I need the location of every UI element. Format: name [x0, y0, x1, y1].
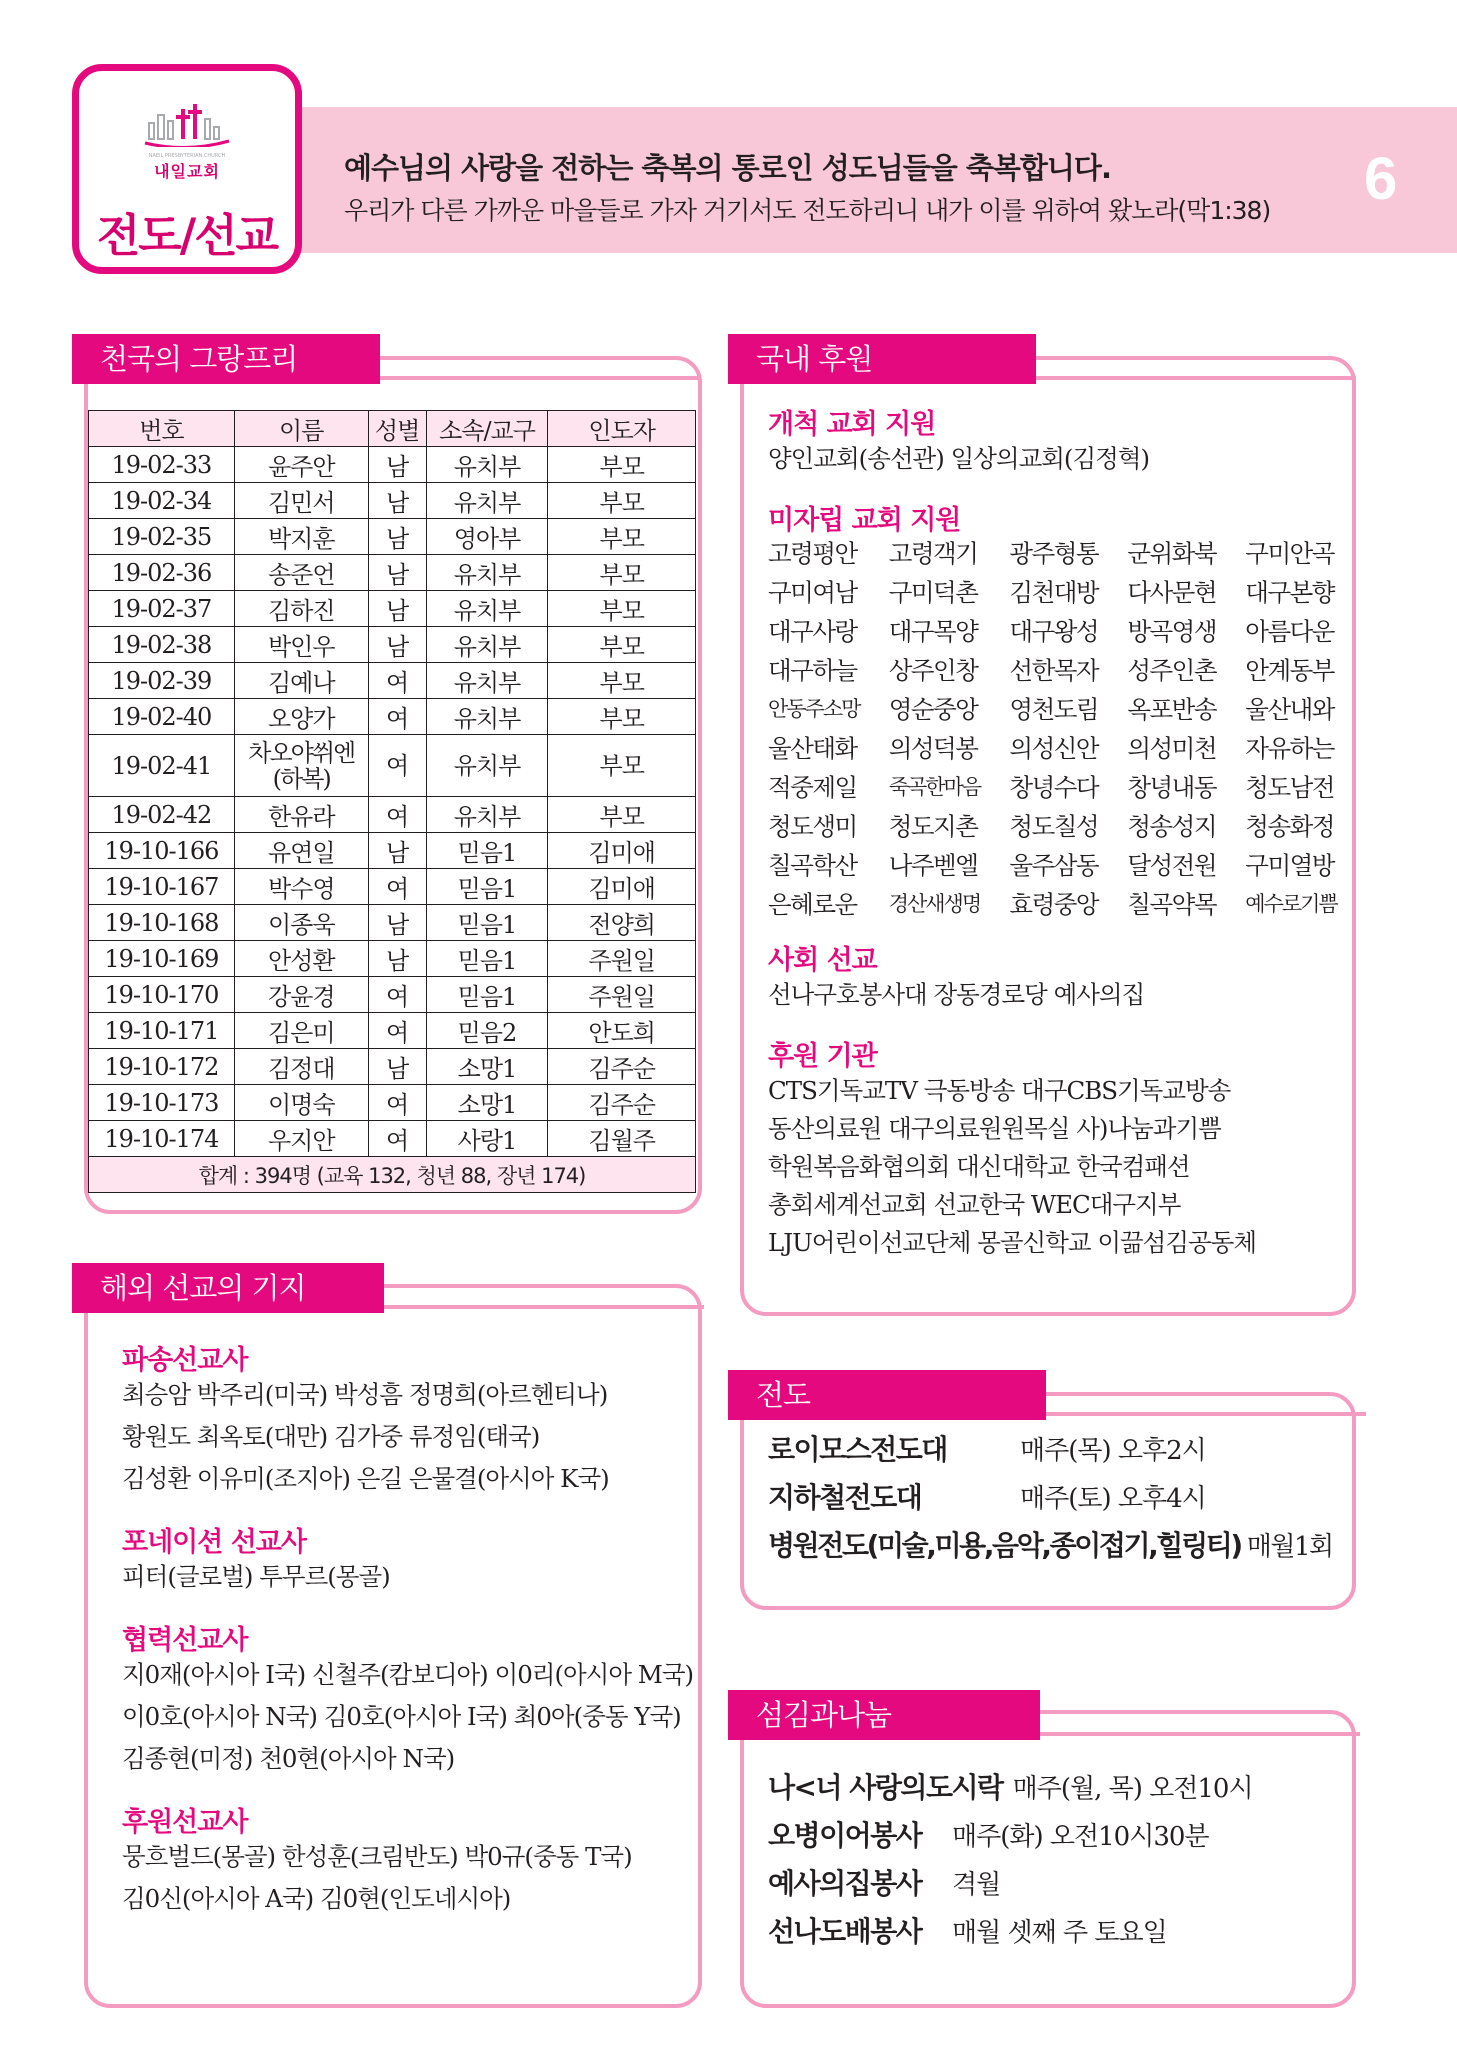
church-name: 의성덕봉: [888, 734, 978, 763]
table-cell: 19-10-167: [89, 869, 235, 905]
table-cell: 19-10-173: [89, 1085, 235, 1121]
serving-tab: 섬김과나눔: [728, 1690, 1040, 1740]
church-name: 구미덕촌: [888, 578, 978, 607]
table-cell: 김주순: [548, 1085, 696, 1121]
church-name: 청송화정: [1245, 812, 1334, 841]
church-name: 구미열방: [1245, 851, 1334, 880]
table-total-row: [89, 1157, 696, 1193]
table-cell: 부모: [548, 591, 696, 627]
item-time: 매월 셋째 주 토요일: [952, 1918, 1167, 1948]
table-cell: 남: [368, 591, 426, 627]
group-line: 이0호(아시아 N국) 김0호(아시아 I국) 최0아(중동 Y국): [122, 1702, 681, 1731]
table-cell: 믿음1: [426, 833, 548, 869]
table-cell: 박지훈: [234, 519, 368, 555]
section-logo-box: [72, 64, 302, 274]
group-title: 협력선교사: [122, 1625, 248, 1656]
group-line: 김0신(아시아 A국) 김0현(인도네시아): [122, 1884, 511, 1913]
table-cell: 남: [368, 905, 426, 941]
pioneer-line: 양인교회(송선관) 일상의교회(김정혁): [768, 444, 1150, 473]
agency-line: 학원복음화협의회 대신대학교 한국컴패션: [768, 1152, 1190, 1181]
agency-line: LJU어린이선교단체 몽골신학교 이끎섬김공동체: [768, 1228, 1256, 1257]
column-header: 번호: [89, 411, 235, 447]
item-name: 나<너 사랑의도시락: [768, 1771, 1003, 1804]
table-cell: 김민서: [234, 483, 368, 519]
church-name: 칠곡학산: [768, 851, 857, 880]
item-time: 격월: [952, 1870, 1001, 1900]
serving-item: [768, 1814, 1348, 1862]
church-name: 칠곡약목: [1127, 890, 1217, 919]
table-cell: 부모: [548, 797, 696, 833]
table-cell: 소망1: [426, 1049, 548, 1085]
table-cell: 19-02-35: [89, 519, 235, 555]
church-name: 구미여남: [768, 578, 857, 607]
church-name: 대구왕성: [1009, 617, 1099, 646]
table-row: [89, 1121, 696, 1157]
table-cell: 유치부: [426, 627, 548, 663]
table-cell: 남: [368, 483, 426, 519]
table-cell: 부모: [548, 663, 696, 699]
church-name: 청도칠성: [1009, 812, 1099, 841]
agency-line: 총회세계선교회 선교한국 WEC대구지부: [768, 1190, 1181, 1219]
church-name: 나주벧엘: [888, 851, 978, 880]
church-name: 효령중앙: [1009, 890, 1099, 919]
overseas-group-partner: [122, 1618, 692, 1800]
table-cell: 여: [368, 1013, 426, 1049]
table-cell: 강윤경: [234, 977, 368, 1013]
table-cell: 주원일: [548, 941, 696, 977]
church-name: 상주인창: [888, 656, 978, 685]
table-cell: 19-02-36: [89, 555, 235, 591]
group-line: 김성환 이유미(조지아) 은길 은물결(아시아 K국): [122, 1464, 609, 1493]
church-skyline-icon: [141, 101, 233, 147]
grandprix-tab: 천국의 그랑프리: [72, 334, 380, 384]
church-name: 예수로기쁨: [1245, 892, 1337, 916]
item-time: 매월1회: [1246, 1532, 1333, 1562]
table-cell: 19-10-172: [89, 1049, 235, 1085]
table-row: [89, 977, 696, 1013]
table-row: [89, 591, 696, 627]
table-row: [89, 663, 696, 699]
table-cell: 유치부: [426, 483, 548, 519]
church-name: 방곡영생: [1127, 617, 1217, 646]
table-row: [89, 869, 696, 905]
church-name: 구미안곡: [1245, 539, 1334, 568]
overseas-tab: 해외 선교의 기지: [72, 1263, 384, 1313]
church-name: 다사문현: [1127, 578, 1217, 607]
table-row: [89, 627, 696, 663]
table-row: [89, 1085, 696, 1121]
group-title: 포네이션 선교사: [122, 1527, 306, 1558]
table-row: [89, 699, 696, 735]
domestic-tab: 국내 후원: [728, 334, 1036, 384]
group-title: 후원선교사: [122, 1807, 248, 1838]
cell-name-extra: (하복): [272, 764, 330, 793]
table-cell: 유치부: [426, 591, 548, 627]
table-cell: 부모: [548, 735, 696, 797]
table-cell: 유연일: [234, 833, 368, 869]
church-name: 청도남전: [1245, 773, 1334, 802]
table-cell: 유치부: [426, 555, 548, 591]
table-cell: 남: [368, 833, 426, 869]
table-cell: 19-10-170: [89, 977, 235, 1013]
table-cell: 19-02-41: [89, 735, 235, 797]
agency-line: CTS기독교TV 극동방송 대구CBS기독교방송: [768, 1076, 1231, 1105]
church-name: 울산내와: [1245, 695, 1334, 724]
table-cell: 유치부: [426, 699, 548, 735]
cell-name-line: 차오야쒸엔: [248, 738, 355, 767]
church-name: 대구본향: [1245, 578, 1334, 607]
group-line: 지0재(아시아 I국) 신철주(캄보디아) 이0리(아시아 M국): [122, 1660, 694, 1689]
table-row: [89, 797, 696, 833]
evangelism-tab: 전도: [728, 1370, 1046, 1420]
table-cell: 김주순: [548, 1049, 696, 1085]
table-cell: 김하진: [234, 591, 368, 627]
table-row: [89, 519, 696, 555]
serving-item: [768, 1766, 1348, 1814]
item-time: 매주(목) 오후2시: [1020, 1436, 1206, 1466]
church-name: 울산태화: [768, 734, 857, 763]
table-cell: 김은미: [234, 1013, 368, 1049]
group-line: 피터(글로벌) 투무르(몽골): [122, 1562, 390, 1591]
church-name: 의성미천: [1127, 734, 1217, 763]
church-name: 청송성지: [1127, 812, 1217, 841]
group-line: 김종현(미정) 천0현(아시아 N국): [122, 1744, 455, 1773]
table-cell: 19-10-169: [89, 941, 235, 977]
church-name: 고령평안: [768, 539, 857, 568]
table-cell: 부모: [548, 555, 696, 591]
item-name: 선나도배봉사: [768, 1915, 922, 1948]
table-cell: 김예나: [234, 663, 368, 699]
evangelism-item: [768, 1476, 1348, 1524]
table-cell: 유치부: [426, 447, 548, 483]
serving-item: [768, 1862, 1348, 1910]
church-name: 대구사랑: [768, 617, 857, 646]
social-line: 선나구호봉사대 장동경로당 예사의집: [768, 980, 1145, 1009]
table-cell: 여: [368, 663, 426, 699]
table-cell: 유치부: [426, 663, 548, 699]
church-name: 아름다운: [1245, 617, 1334, 646]
item-name: 로이모스전도대: [768, 1433, 947, 1466]
table-cell: 오양가: [234, 699, 368, 735]
table-cell: 남: [368, 1049, 426, 1085]
table-cell: 박수영: [234, 869, 368, 905]
table-total: 합계 : 394명 (교육 132, 청년 88, 장년 174): [89, 1157, 696, 1193]
group-line: 뭉흐벌드(몽골) 한성훈(크림반도) 박0규(중동 T국): [122, 1842, 632, 1871]
church-name: 창녕내동: [1127, 773, 1217, 802]
table-cell: [234, 735, 368, 797]
agency-line: 동산의료원 대구의료원원목실 사)나눔과기쁨: [768, 1114, 1221, 1143]
church-name: 성주인촌: [1127, 656, 1217, 685]
table-cell: 김미애: [548, 869, 696, 905]
table-cell: 19-02-39: [89, 663, 235, 699]
table-row: [89, 941, 696, 977]
table-cell: 여: [368, 1085, 426, 1121]
table-cell: 유치부: [426, 735, 548, 797]
overseas-content: [122, 1338, 692, 1922]
item-time: 매주(월, 목) 오전10시: [1012, 1774, 1253, 1804]
table-cell: 부모: [548, 483, 696, 519]
serving-content: [768, 1766, 1348, 1958]
table-cell: 19-10-174: [89, 1121, 235, 1157]
church-name: 선한목자: [1009, 656, 1099, 685]
table-cell: 19-02-38: [89, 627, 235, 663]
item-time: 매주(화) 오전10시30분: [952, 1822, 1209, 1852]
table-cell: 부모: [548, 519, 696, 555]
overseas-group-fornation: [122, 1520, 692, 1618]
table-cell: 19-02-37: [89, 591, 235, 627]
church-name: 은혜로운: [768, 890, 857, 919]
pioneer-title: 개척 교회 지원: [768, 409, 936, 440]
table-cell: 여: [368, 869, 426, 905]
church-name: 달성전원: [1127, 851, 1217, 880]
group-title: 파송선교사: [122, 1345, 248, 1376]
social-title: 사회 선교: [768, 945, 877, 976]
page-title: 전도/선교: [96, 209, 278, 262]
table-row: [89, 1049, 696, 1085]
table-cell: 여: [368, 1121, 426, 1157]
column-header: 인도자: [548, 411, 696, 447]
table-cell: 윤주안: [234, 447, 368, 483]
table-cell: 소망1: [426, 1085, 548, 1121]
table-row: [89, 555, 696, 591]
table-cell: 박인우: [234, 627, 368, 663]
church-name: 창녕수다: [1009, 773, 1099, 802]
column-header: 성별: [368, 411, 426, 447]
serving-item: [768, 1910, 1348, 1958]
table-cell: 믿음2: [426, 1013, 548, 1049]
table-cell: 남: [368, 447, 426, 483]
table-row: [89, 833, 696, 869]
table-cell: 19-02-40: [89, 699, 235, 735]
table-cell: 김미애: [548, 833, 696, 869]
table-header-row: [89, 411, 696, 447]
table-cell: 유치부: [426, 797, 548, 833]
item-name: 오병이어봉사: [768, 1819, 922, 1852]
church-name: 대구하늘: [768, 656, 857, 685]
table-cell: 믿음1: [426, 977, 548, 1013]
page-number: 6: [1364, 145, 1398, 212]
table-cell: 믿음1: [426, 869, 548, 905]
logo-subtitle: NAEIL PRESBYTERIAN CHURCH: [148, 153, 226, 159]
table-cell: 이종욱: [234, 905, 368, 941]
logo-name: 내일교회: [154, 162, 220, 181]
table-cell: 사랑1: [426, 1121, 548, 1157]
table-cell: 남: [368, 555, 426, 591]
church-name: 의성신안: [1009, 734, 1099, 763]
evangelism-item: [768, 1524, 1348, 1572]
church-name: 군위화북: [1127, 539, 1217, 568]
table-cell: 안도희: [548, 1013, 696, 1049]
item-time: 매주(토) 오후4시: [1020, 1484, 1206, 1514]
church-name: 안동주소망: [768, 697, 860, 721]
church-name: 죽곡한마음: [888, 775, 981, 799]
group-line: 최승암 박주리(미국) 박성흠 정명희(아르헨티나): [122, 1380, 608, 1409]
table-cell: 남: [368, 627, 426, 663]
table-row: [89, 447, 696, 483]
table-body: [89, 447, 696, 1193]
table-row: [89, 1013, 696, 1049]
table-cell: 부모: [548, 447, 696, 483]
church-name: 광주형통: [1009, 539, 1099, 568]
table-cell: 여: [368, 797, 426, 833]
table-cell: 19-02-34: [89, 483, 235, 519]
table-cell: 믿음1: [426, 905, 548, 941]
column-header: 이름: [234, 411, 368, 447]
church-name: 자유하는: [1245, 734, 1334, 763]
table-cell: 19-10-166: [89, 833, 235, 869]
evangelism-item: [768, 1428, 1348, 1476]
table-cell: 믿음1: [426, 941, 548, 977]
table-cell: 주원일: [548, 977, 696, 1013]
table-cell: 영아부: [426, 519, 548, 555]
domestic-content: [768, 402, 1348, 1262]
church-name: 김천대방: [1009, 578, 1099, 607]
table-row: [89, 735, 696, 797]
header-main-line: 예수님의 사랑을 전하는 축복의 통로인 성도님들을 축복합니다.: [344, 151, 1111, 185]
table-cell: 남: [368, 519, 426, 555]
table-cell: 부모: [548, 699, 696, 735]
group-line: 황원도 최옥토(대만) 김가중 류정임(태국): [122, 1422, 540, 1451]
church-name: 안계동부: [1245, 656, 1334, 685]
table-cell: 19-02-33: [89, 447, 235, 483]
church-name: 고령객기: [888, 539, 978, 568]
unestablished-title: 미자립 교회 지원: [768, 505, 961, 536]
table-cell: 안성환: [234, 941, 368, 977]
table-cell: 이명숙: [234, 1085, 368, 1121]
overseas-group-supported: [122, 1800, 692, 1922]
church-name: 경산새생명: [888, 892, 981, 916]
church-name: 적중제일: [768, 773, 857, 802]
church-name: 청도지촌: [888, 812, 978, 841]
church-name: 울주삼동: [1009, 851, 1099, 880]
overseas-group-dispatched: [122, 1338, 692, 1520]
agencies-title: 후원 기관: [768, 1041, 877, 1072]
unestablished-church-grid: [768, 534, 1348, 924]
item-name: 병원전도(미술,미용,음악,종이접기,힐링티): [768, 1529, 1241, 1562]
table-cell: 남: [368, 941, 426, 977]
table-cell: 19-10-168: [89, 905, 235, 941]
table-cell: 김월주: [548, 1121, 696, 1157]
item-name: 지하철전도대: [768, 1481, 922, 1514]
grandprix-table: [88, 410, 696, 1193]
church-name: 영천도림: [1009, 695, 1099, 724]
table-cell: 송준언: [234, 555, 368, 591]
table-row: [89, 905, 696, 941]
column-header: 소속/교구: [426, 411, 548, 447]
church-name: 청도생미: [768, 812, 857, 841]
table-cell: 전양희: [548, 905, 696, 941]
table-cell: 한유라: [234, 797, 368, 833]
table-cell: 부모: [548, 627, 696, 663]
table-cell: 19-02-42: [89, 797, 235, 833]
table-cell: 여: [368, 977, 426, 1013]
header-verse-line: 우리가 다른 가까운 마을들로 가자 거기서도 전도하리니 내가 이를 위하여 왔노라(막1:38): [344, 196, 1271, 225]
table-cell: 김정대: [234, 1049, 368, 1085]
table-row: [89, 483, 696, 519]
table-cell: 여: [368, 735, 426, 797]
table-cell: 19-10-171: [89, 1013, 235, 1049]
church-name: 옥포반송: [1127, 695, 1217, 724]
table-cell: 여: [368, 699, 426, 735]
church-name: 영순중앙: [888, 695, 978, 724]
table-cell: 우지안: [234, 1121, 368, 1157]
evangelism-content: [768, 1428, 1348, 1572]
item-name: 예사의집봉사: [768, 1867, 922, 1900]
church-name: 대구목양: [888, 617, 978, 646]
